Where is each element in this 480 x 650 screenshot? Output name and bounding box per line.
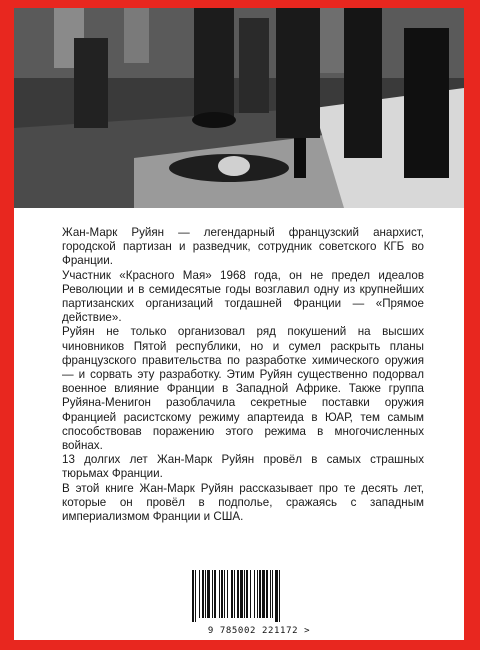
- cover-photo: [14, 8, 464, 208]
- blurb-paragraph: Руйян не только организовал ряд покушений на высших чиновников Пятой республики, но и сумел раскрыть планы французского правительства по разработке химического оружия — и сорвать эту разработку. Этим Руйян существенно подорвал военное влияние Франции в Западной Африке. Также группа Руйяна-Менигон разоблачила секретные поставки оружия Францией расистскому режиму апартеида в ЮАР, тем самым способствовав поражению этого режима в многочисленных войнах.: [62, 325, 424, 453]
- annotation-text: [62, 226, 424, 524]
- blurb-paragraph: В этой книге Жан-Марк Руйян рассказывает про те десять лет, которые он провёл в подполье, сражаясь с западным империализмом Франции и США.: [62, 481, 424, 524]
- blurb-paragraph: 13 долгих лет Жан-Марк Руйян провёл в самых страшных тюрьмах Франции.: [62, 453, 424, 481]
- photo-illustration: [14, 8, 464, 208]
- cover-inner-panel: [14, 8, 464, 640]
- blurb-paragraph: Жан-Марк Руйян — легендарный французский анархист, городской партизан и разведчик, сотрудник советского КГБ во Франции.: [62, 226, 424, 268]
- blurb-paragraph: Участник «Красного Мая» 1968 года, он не предел идеалов Революции и в семидесятые годы возглавил одну из крупнейших партизанских организаций тогдашней Франции — «Прямое действие».: [62, 268, 424, 325]
- isbn-barcode: [186, 568, 332, 638]
- barcode-digits: 9 785002 221172 >: [207, 626, 311, 636]
- barcode-bars: [186, 568, 332, 624]
